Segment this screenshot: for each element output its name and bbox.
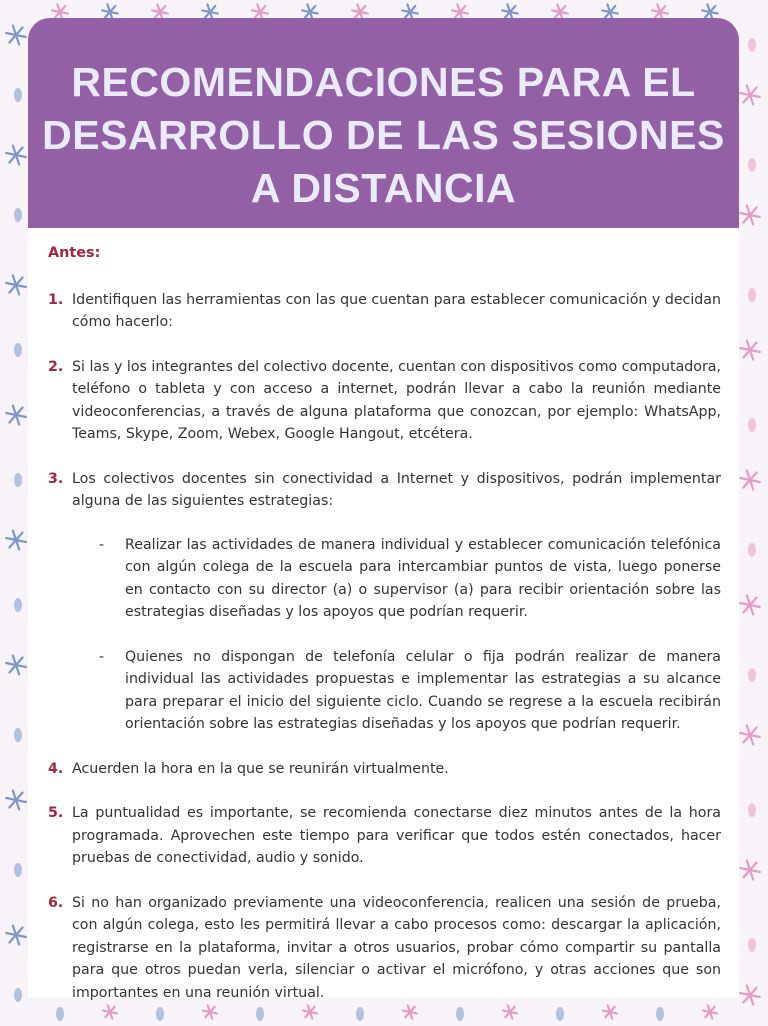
asterisk-ornament [6,791,26,810]
title-banner [28,18,739,228]
asterisk-ornament [6,406,26,425]
list-item [48,758,721,781]
dot-ornament [14,88,22,102]
dot-ornament [748,158,756,172]
sub-list-marker: - [99,648,105,665]
list-item [48,468,721,736]
dot-ornament [14,598,22,612]
dot-ornament [748,288,756,302]
list-item-text: Acuerden la hora en la que se reunirán virtualmente. [72,760,449,777]
sub-list-marker: - [99,536,105,553]
asterisk-ornament [740,596,760,615]
dot-ornament [14,473,22,487]
asterisk-ornament [6,276,26,295]
asterisk-ornament [740,986,760,1005]
dot-ornament [748,938,756,952]
dot-ornament [748,418,756,432]
sub-list-item-text: Quienes no dispongan de telefonía celular o fija podrán realizar de manera individual las actividades propuestas e implementar las estrategias a su alcance para preparar el inicio del siguiente ciclo. Cuando se regrese a la escuela recibirán orientación sobre las estrategias diseñadas y los apoyos que podrían requerir. [125,648,721,732]
asterisk-ornament [6,656,26,675]
asterisk-ornament [740,471,760,490]
dot-ornament [748,668,756,682]
list-item-text: La puntualidad es importante, se recomienda conectarse diez minutos antes de la hora programada. Aprovechen este tiempo para verificar que todos estén conectados, hacer pruebas de conectividad, audio y sonido. [72,805,721,866]
dot-ornament [14,208,22,222]
list-item [48,289,721,334]
dot-ornament [748,803,756,817]
list-item [48,802,721,870]
dot-ornament [14,728,22,742]
list-item-text: Si no han organizado previamente una videoconferencia, realicen una sesión de prueba, con algún colega, esto les permitirá llevar a cabo procesos como: descargar la aplicación, registrarse en la plataforma, invitar a otros usuarios, probar cómo compartir su pantalla para que otros puedan verla, silenciar o activar el micrófono, y otras acciones que son importantes en una reunión virtual. [72,894,721,1001]
sub-list-item [72,534,721,624]
asterisk-ornament [740,206,760,225]
list-item-number: 3. [48,470,64,487]
dot-ornament [14,863,22,877]
dot-ornament [748,543,756,557]
asterisk-ornament [740,86,760,105]
list-item-number: 5. [48,805,64,821]
asterisk-ornament [740,861,760,880]
asterisk-ornament [6,531,26,550]
list-item-text: Identifiquen las herramientas con las que cuentan para establecer comunicación y decidan cómo hacerlo: [72,291,721,330]
list-item-text: Los colectivos docentes sin conectividad a Internet y dispositivos, podrán implementar alguna de las siguientes estrategias: [72,470,721,509]
list-item [48,356,721,446]
asterisk-ornament [6,146,26,165]
asterisk-ornament [740,726,760,745]
asterisk-ornament [6,926,26,945]
page-title: RECOMENDACIONES PARA EL DESARROLLO DE LAS SESIONES A DISTANCIA [42,59,725,211]
dot-ornament [14,343,22,357]
list-item-number: 4. [48,760,64,777]
sub-list-item [72,646,721,736]
asterisk-ornament [6,26,26,45]
sub-list-item-text: Realizar las actividades de manera individual y establecer comunicación telefónica con algún colega de la escuela para intercambiar puntos de vista, luego ponerse en contacto con su director (a) o supervisor (a) para recibir orientación sobre las estrategias diseñadas y los apoyos que podrían requerir. [125,536,721,620]
list-item-text: Si las y los integrantes del colectivo docente, cuentan con dispositivos como computadora, teléfono o tableta y con acceso a internet, podrán llevar a cabo la reunión mediante videoconferencias, a través de alguna plataforma que conozcan, por ejemplo: WhatsApp, Teams, Skype, Zoom, Webex, Google Hangout, etcétera. [72,358,721,442]
dot-ornament [14,988,22,1002]
document-page [28,228,739,1001]
list-item-number: 2. [48,358,64,375]
document-content [48,242,721,1026]
list-item [48,892,721,1005]
dot-ornament [748,38,756,52]
section-heading: Antes: [48,245,101,261]
list-item-number: 1. [48,291,64,308]
asterisk-ornament [740,341,760,360]
list-item-number: 6. [48,894,64,911]
